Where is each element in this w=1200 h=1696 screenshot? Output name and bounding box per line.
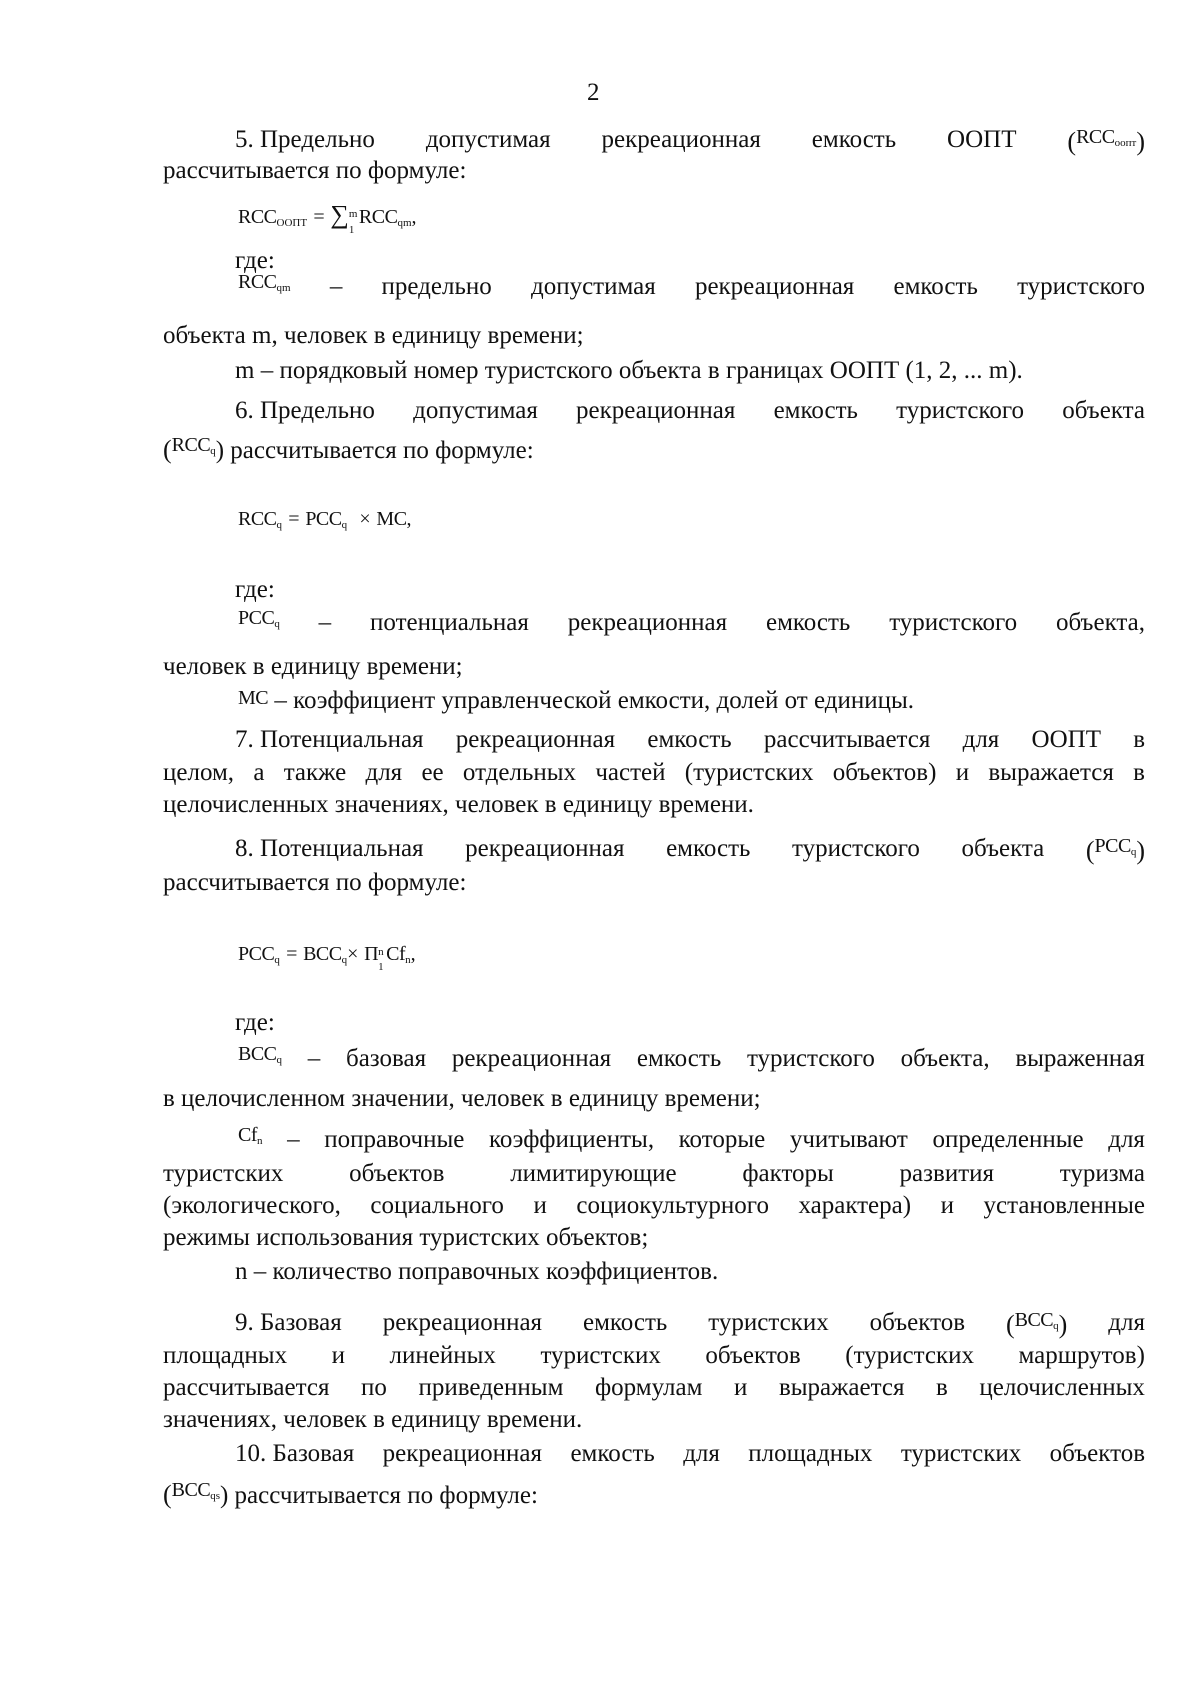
p8-def2-line1: $Cf_n$ – поправочные коэффициенты, которые учитывают определенные для [238, 1127, 1145, 1153]
p5-word: рекреационная [601, 126, 761, 153]
p5-word: емкость [811, 126, 897, 153]
p7-line2: целом, а также для ее отдельных частей (туристских объектов) и выражается в [163, 759, 1145, 786]
p7-line1: 7. Потенциальная рекреационная емкость рассчитывается для ООПТ в [235, 726, 1145, 753]
p8-def3: n – количество поправочных коэффициентов. [235, 1258, 719, 1285]
p8-line1: 8. Потенциальная рекреационная емкость туристского объекта ($^{PCCq}$) [235, 835, 1145, 865]
p6-def1-line1: $PCC_q$ – потенциальная рекреационная емкость туристского объекта, [238, 610, 1145, 636]
p9-symbol: ($^{BCCq}$) [1005, 1309, 1068, 1339]
p8-where: где: [235, 1009, 275, 1036]
p6-where: где: [235, 576, 275, 603]
p5-def1-line2: объекта m, человек в единицу времени; [163, 322, 584, 349]
p8-def2-symbol: $Cf_n$ [238, 1124, 263, 1147]
p5-formula: $RCC_{ООПТ}$ = ∑ m 1 $RCC_{qm}$, [238, 200, 417, 236]
p8-def1-symbol: $BCC_q$ [238, 1043, 283, 1066]
p5-line1 [235, 127, 1145, 155]
p5-def2: m – порядковый номер туристского объекта в границах ООПТ (1, 2, ... m). [235, 357, 1023, 384]
p6-def2: MC – коэффициент управленческой емкости, долей от единицы. [238, 687, 915, 714]
p8-symbol: ($^{PCCq}$) [1085, 835, 1145, 865]
p5-word: допустимая [425, 126, 551, 153]
p5-def1-line1: $RCC_{qm}$ – предельно допустимая рекреационная емкость туристского [238, 274, 1145, 300]
p6-formula: $RCC_q = PCC_q$ × MC, [238, 508, 412, 531]
p5-word: ООПТ [947, 126, 1017, 153]
p8-def1-line2: в целочисленном значении, человек в единицу времени; [163, 1085, 761, 1112]
p8-line2: рассчитывается по формуле: [163, 869, 467, 896]
p6-def1-symbol: $PCC_q$ [238, 607, 280, 630]
p8-def2-line2: туристских объектов лимитирующие факторы развития туризма [163, 1160, 1145, 1187]
p5-def1-symbol: $RCC_{qm}$ [238, 271, 291, 294]
p7-line3: целочисленных значениях, человек в единицу времени. [163, 791, 754, 818]
p6-line2: ($^{RCCq}$) рассчитывается по формуле: [163, 434, 534, 464]
page-number: 2 [587, 79, 600, 106]
p5-word: 5. Предельно [235, 126, 375, 153]
p9-line3: рассчитывается по приведенным формулам и выражается в целочисленных [163, 1374, 1145, 1401]
p8-def1-line1: $BCC_q$ – базовая рекреационная емкость туристского объекта, выраженная [238, 1046, 1145, 1072]
p5-line2: рассчитывается по формуле: [163, 157, 467, 184]
p6-line1: 6. Предельно допустимая рекреационная емкость туристского объекта [235, 397, 1145, 424]
p8-formula: $PCC_q = BCC_q\times \Pi$ n 1 $Cf_n$, [238, 943, 416, 973]
p9-line2: площадных и линейных туристских объектов (туристских маршрутов) [163, 1342, 1145, 1369]
p9-line4: значениях, человек в единицу времени. [163, 1406, 583, 1433]
p10-line2: ($^{BCCqs}$) рассчитывается по формуле: [163, 1479, 538, 1509]
p5-where: где: [235, 247, 275, 274]
p8-def2-line3: (экологического, социального и социокультурного характера) и установленные [163, 1192, 1145, 1219]
p5-symbol: ($^{RCCоопт}$) [1067, 126, 1145, 156]
p8-def2-line4: режимы использования туристских объектов; [163, 1224, 649, 1251]
p9-line1: 9. Базовая рекреационная емкость туристских объектов ($^{BCCq}$) для [235, 1309, 1145, 1339]
p10-line1: 10. Базовая рекреационная емкость для площадных туристских объектов [235, 1440, 1145, 1467]
p6-def1-line2: человек в единицу времени; [163, 653, 463, 680]
